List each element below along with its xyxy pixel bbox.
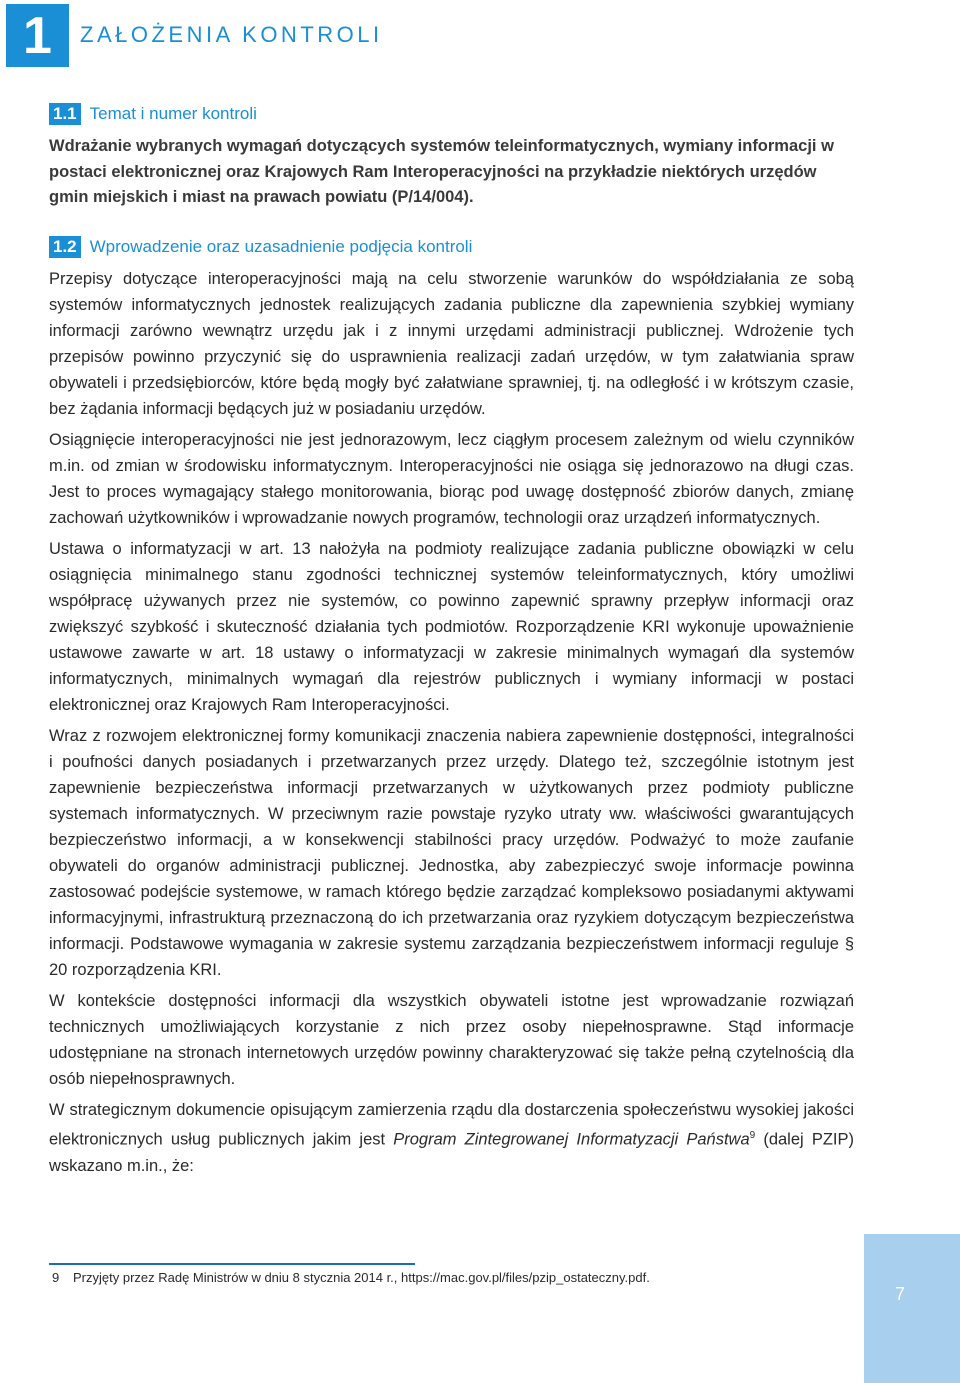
page-number: 7 <box>894 1284 905 1304</box>
paragraph: Przepisy dotyczące interoperacyjności mają na celu stworzenie warunków do współdziałania ze sobą systemów informatycznych jednostek realizujących zadania publiczne dla zapewnienia szybkiej wymiany informacji zarówno wewnątrz urzędu jak i z innymi urzędami administracji publicznej. Wdrożenie tych przepisów powinno przyczynić się do usprawnienia realizacji zadań urzędów, w tym załatwiania spraw obywateli i przedsiębiorców, które będą mogły być załatwiane sprawniej, tj. na odległość i w krótszym czasie, bez żądania informacji będących już w posiadaniu urzędów. <box>49 270 854 418</box>
section-title-1-2: Wprowadzenie oraz uzasadnienie podjęcia kontroli <box>89 237 473 256</box>
section-title-1-1: Temat i numer kontroli <box>89 104 257 123</box>
section-number-1-1: 1.1 <box>49 103 81 125</box>
footnote-number: 9 <box>52 1270 60 1285</box>
footnote-reference[interactable]: 9 <box>749 1130 756 1141</box>
document-title: Program Zintegrowanej Informatyzacji Państwa <box>393 1130 750 1149</box>
footnote <box>52 1269 832 1287</box>
footnote-text[interactable]: Przyjęty przez Radę Ministrów w dniu 8 stycznia 2014 r., https://mac.gov.pl/files/pzip_ostateczny.pdf. <box>73 1270 650 1285</box>
paragraph-text: (dalej PZIP) wskazano m.in., że: <box>49 1130 854 1175</box>
chapter-title: ZAŁOŻENIA KONTROLI <box>80 22 383 47</box>
page-number-box <box>864 1234 960 1383</box>
paragraph: Ustawa o informatyzacji w art. 13 nałożyła na podmioty realizujące zadania publiczne obowiązki w celu osiągnięcia minimalnego stanu zgodności technicznej systemów teleinformatycznych, który umożliwi współpracę używanych przez nie systemów, co powinno zapewnić sprawny przepływ informacji oraz zwiększyć szybkość i skuteczność działania tych podmiotów. Rozporządzenie KRI wykonuje upoważnienie ustawowe zawarte w art. 18 ustawy o informatyzacji w zakresie minimalnych wymagań dla systemów informatycznych, minimalnych wymagań dla rejestrów publicznych i wymiany informacji w postaci elektronicznej oraz Krajowych Ram Interoperacyjności. <box>49 540 854 714</box>
paragraph-text: W strategicznym dokumencie opisującym zamierzenia rządu dla dostarczenia społeczeństwu wysokiej jakości elektronicznych usług publicznych jakim jest <box>49 1101 854 1149</box>
section-heading-1-1 <box>49 103 257 125</box>
paragraph-last <box>49 1097 854 1179</box>
chapter-number: 1 <box>23 6 52 65</box>
paragraph: W kontekście dostępności informacji dla wszystkich obywateli istotne jest wprowadzanie rozwiązań technicznych umożliwiających korzystanie z nich przez osoby niepełnosprawne. Stąd informacje udostępniane na stronach internetowych urzędów powinny charakteryzować się także pełną czytelnością dla osób niepełnosprawnych. <box>49 992 854 1088</box>
paragraph: Osiągnięcie interoperacyjności nie jest jednorazowym, lecz ciągłym procesem zależnym od wielu czynników m.in. od zmian w środowisku informatycznym. Interoperacyjności nie osiąga się jednorazowo na długi czas. Jest to proces wymagający stałego monitorowania, biorąc pod uwagę dostępność zbiorów danych, zmianę zachowań użytkowników i wprowadzanie nowych programów, technologii oraz urządzeń informatycznych. <box>49 431 854 527</box>
control-topic: Wdrażanie wybranych wymagań dotyczących systemów teleinformatycznych, wymiany informacji w postaci elektronicznej oraz Krajowych Ram Interoperacyjności na przykładzie niektórych urzędów gmin miejskich i miast na prawach powiatu (P/14/004). <box>49 137 834 206</box>
section-number-1-2: 1.2 <box>49 236 81 258</box>
section-heading-1-2 <box>49 236 472 258</box>
footnote-divider <box>49 1263 415 1265</box>
body-text <box>49 266 854 1184</box>
paragraph: Wraz z rozwojem elektronicznej formy komunikacji znaczenia nabiera zapewnienie dostępności, integralności i poufności danych posiadanych i przetwarzanych przez urzędy. Dlatego też, szczególnie istotnym jest zapewnienie bezpieczeństwa informacji przetwarzanych w użytkowanych przez podmioty publiczne systemach informatycznych. W przeciwnym razie powstaje ryzyko utraty ww. właściwości gwarantujących bezpieczeństwo informacji, a w konsekwencji stabilności pracy urzędów. Podważyć to może zaufanie obywateli do organów administracji publicznej. Jednostka, aby zabezpieczyć swoje informacje powinna zastosować podejście systemowe, w ramach którego będzie zarządzać kompleksowo posiadanymi aktywami informacyjnymi, infrastrukturą przeznaczoną do ich przetwarzania oraz ryzykiem dotyczącym bezpieczeństwa informacji. Podstawowe wymagania w zakresie systemu zarządzania bezpieczeństwem informacji reguluje § 20 rozporządzenia KRI. <box>49 727 854 979</box>
chapter-number-box <box>6 4 69 67</box>
